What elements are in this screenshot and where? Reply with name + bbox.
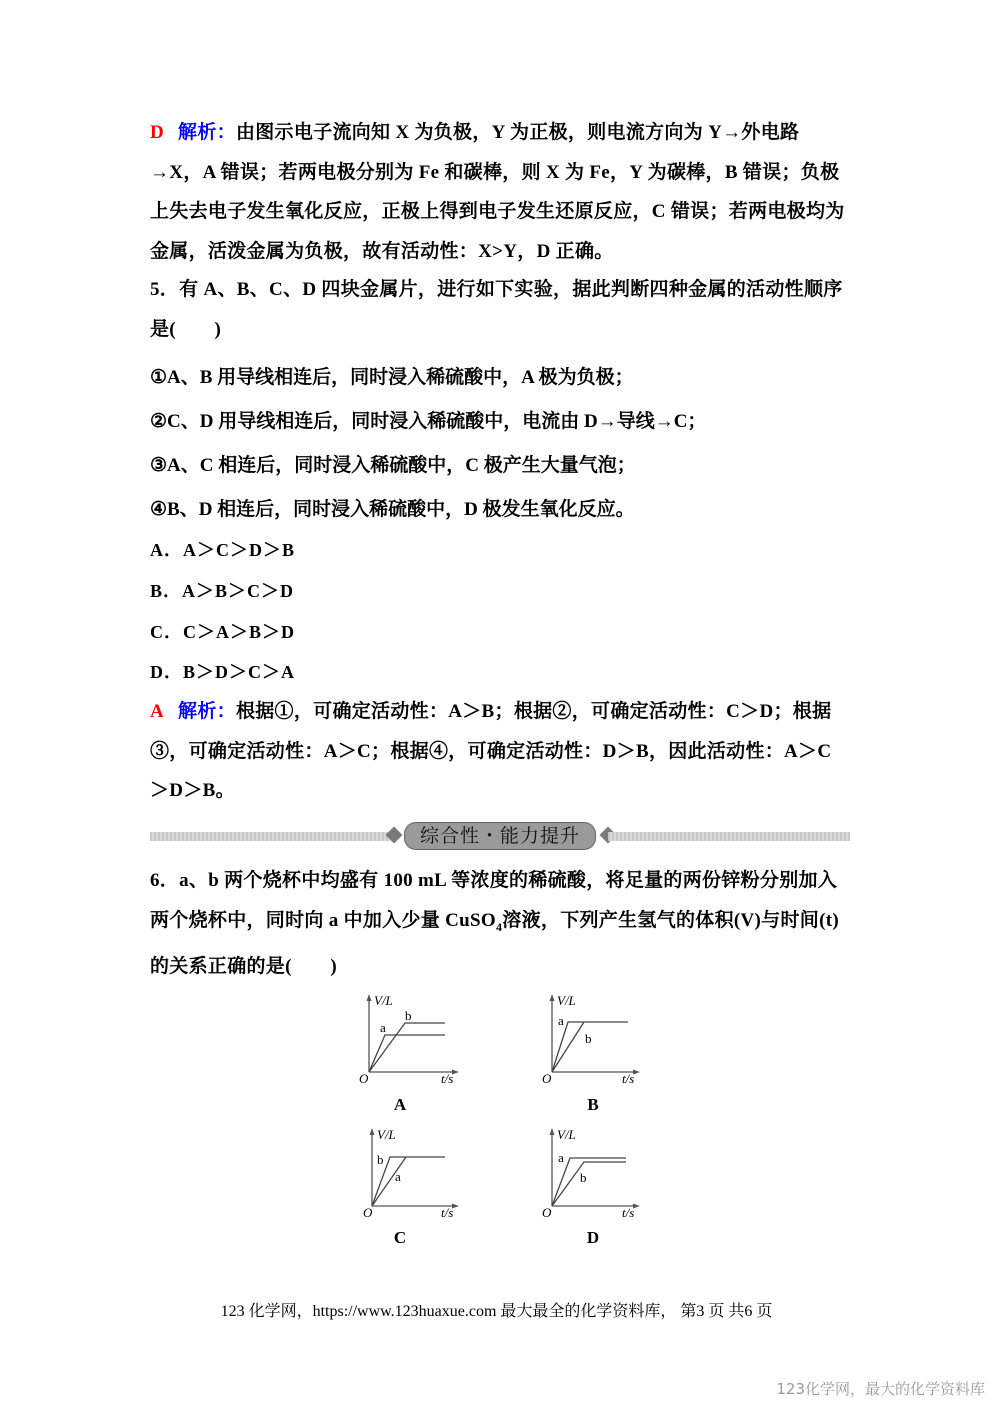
y-axis-label: V/L — [557, 993, 576, 1008]
x-axis-label: t/s — [441, 1071, 454, 1085]
banner-bar-left — [150, 832, 390, 841]
x-axis-label: t/s — [622, 1071, 635, 1085]
curve-label: b — [580, 1170, 587, 1185]
q5-option-b[interactable]: B．A＞B＞C＞D — [150, 581, 295, 601]
curve-a — [369, 1035, 445, 1072]
curve-label: b — [585, 1031, 592, 1046]
graph-a-label[interactable]: A — [393, 1095, 407, 1114]
q5-option-d[interactable]: D．B＞D＞C＞A — [150, 662, 296, 682]
x-axis-label: t/s — [622, 1205, 635, 1219]
x-axis-label: t/s — [441, 1205, 454, 1219]
curve-a — [552, 1022, 628, 1072]
y-axis-arrow-icon — [550, 994, 555, 1001]
curve-label: a — [395, 1169, 401, 1184]
curve-label: a — [380, 1020, 386, 1035]
q6-stem — [150, 861, 850, 986]
graph-d[interactable] — [538, 1124, 658, 1224]
q5-option-a[interactable]: A．A＞C＞D＞B — [150, 540, 296, 560]
y-axis-arrow-icon — [550, 1128, 555, 1135]
curve-label: b — [377, 1152, 384, 1167]
q5-answer — [150, 692, 850, 811]
y-axis-arrow-icon — [370, 1128, 375, 1135]
section-banner — [150, 822, 850, 850]
y-axis-label: V/L — [374, 993, 393, 1008]
origin-label: O — [542, 1071, 552, 1085]
graph-c[interactable] — [355, 1124, 475, 1224]
banner-bar-right — [608, 832, 850, 841]
q4-answer — [150, 113, 850, 271]
curve-a — [552, 1158, 626, 1206]
analysis-label: 解析： — [178, 701, 236, 722]
curve-label: a — [558, 1013, 564, 1028]
graph-d-label[interactable]: D — [586, 1228, 600, 1247]
q5-condition: ④B、D 相连后，同时浸入稀硫酸中，D 极发生氧化反应。 — [150, 499, 635, 520]
q6-stem-part1: 6．a、b 两个烧杯中均盛有 100 mL 等浓度的稀硫酸，将足量的两份锌粉分别加入两个烧杯中，同时向 a 中加入少量 CuSO — [150, 870, 838, 931]
page-footer: 123 化学网，https://www.123huaxue.com 最大最全的化学资料库， 第3 页 共6 页 — [220, 1303, 773, 1320]
analysis-text: 根据①，可确定活动性：A＞B；根据②，可确定活动性：C＞D；根据③，可确定活动性：A＞C；根据④，可确定活动性：D＞B，因此活动性：A＞C＞D＞B。 — [150, 701, 832, 801]
origin-label: O — [359, 1071, 369, 1085]
graph-c-label[interactable]: C — [393, 1228, 407, 1247]
curve-b — [552, 1162, 626, 1206]
graph-b[interactable] — [538, 990, 658, 1090]
q5-stem: 5．有 A、B、C、D 四块金属片，进行如下实验，据此判断四种金属的活动性顺序是( ) — [150, 279, 843, 340]
answer-letter: A — [150, 701, 165, 722]
watermark: 123化学网，最大的化学资料库 — [776, 1380, 985, 1398]
curve-label: a — [558, 1150, 564, 1165]
q6-stem-part2: 溶液，下列产生氢气的体积(V)与时间(t)的关系正确的是( ) — [150, 909, 839, 977]
graph-a[interactable] — [355, 990, 475, 1090]
q5-condition: ①A、B 用导线相连后，同时浸入稀硫酸中，A 极为负极； — [150, 367, 634, 388]
banner-title: 综合性・能力提升 — [404, 822, 596, 850]
y-axis-label: V/L — [557, 1127, 576, 1142]
q6-stem-subscript: 4 — [495, 919, 503, 934]
graph-a-svg — [355, 990, 475, 1085]
graph-d-svg — [538, 1124, 658, 1219]
analysis-text: 由图示电子流向知 X 为负极，Y 为正极，则电流方向为 Y→外电路→X，A 错误；若两电极分别为 Fe 和碳棒，则 X 为 Fe，Y 为碳棒，B 错误；负极上失去电子发生氧化反应，正极上得到电子发生还原反应，C 错误；若两电极均为金属，活泼金属为负极，故有活动性：X>Y，D 正确。 — [150, 122, 845, 262]
analysis-label: 解析： — [178, 122, 236, 143]
q5-condition: ②C、D 用导线相连后，同时浸入稀硫酸中，电流由 D→导线→C； — [150, 411, 707, 432]
q5-condition: ③A、C 相连后，同时浸入稀硫酸中，C 极产生大量气泡； — [150, 455, 636, 476]
curve-label: b — [405, 1008, 412, 1023]
graph-b-label[interactable]: B — [587, 1095, 599, 1114]
graph-b-svg — [538, 990, 658, 1085]
y-axis-label: V/L — [377, 1127, 396, 1142]
graph-c-svg — [355, 1124, 475, 1219]
curve-b — [552, 1022, 584, 1072]
q5-option-c[interactable]: C．C＞A＞B＞D — [150, 622, 296, 642]
answer-letter: D — [150, 122, 165, 143]
origin-label: O — [363, 1205, 373, 1219]
y-axis-arrow-icon — [367, 994, 372, 1001]
origin-label: O — [542, 1205, 552, 1219]
